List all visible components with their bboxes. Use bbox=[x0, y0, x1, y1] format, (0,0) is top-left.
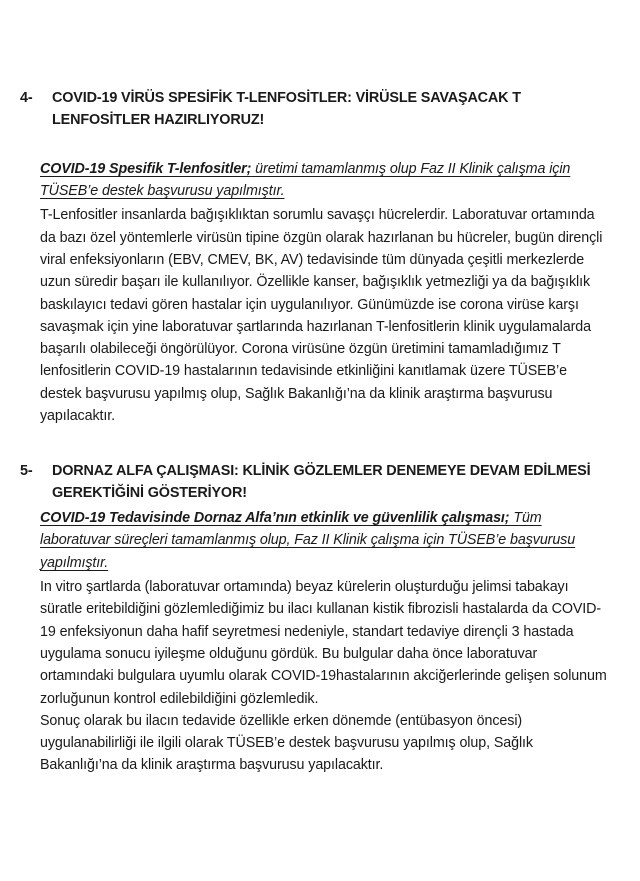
section-4-heading-text: COVID-19 VİRÜS SPESİFİK T-LENFOSİTLER: VİRÜSLE SAVAŞACAK T LENFOSİTLER HAZIRLIYORUZ! bbox=[52, 90, 521, 128]
section-5-number: 5- bbox=[20, 463, 33, 480]
section-5-lead-strong: COVID-19 Tedavisinde Dornaz Alfa’nın etkinlik ve güvenlilik çalışması; bbox=[40, 510, 510, 527]
section-4-heading bbox=[20, 88, 608, 132]
section-4-lead-strong: COVID-19 Spesifik T-lenfositler; bbox=[40, 160, 252, 177]
section-4 bbox=[20, 88, 608, 427]
section-5-body-2: Sonuç olarak bu ilacın tedavide özellikle erken dönemde (entübasyon öncesi) uygulanabilirliği ile ilgili olarak TÜSEB’e destek başvurusu yapılmış olup, Sağlık Bakanlığı’na da klinik araştırma başvurusu yapılacaktır. bbox=[40, 712, 533, 774]
section-5-lead-rest: Tüm laboratuvar süreçleri tamamlanmış olup, Faz II Klinik çalışma için TÜSEB’e başvurusu yapılmıştır. bbox=[40, 510, 576, 571]
section-4-body: T-Lenfositler insanlarda bağışıklıktan sorumlu savaşçı hücrelerdir. Laboratuvar ortamında da bazı özel yöntemlerle virüsün tipine özgün olarak hazırlanan bu hücreler, bugün dirençli viral enfeksiyonların (EBV, CMEV, BK, AV) tedavisinde tüm dünyada çeşitli merkezlerde uzun süredir başarı ile kullanılıyor. Özellikle kanser, bağışıklık yetmezliği ya da bağışıklık baskılayıcı tedavi gören hastalar için uygulanılıyor. Günümüzde ise corona virüse karşı savaşmak için yine laboratuvar şartlarında hazırlanan T-lenfositlerin klinik uygulamalarda başarılı olabileceği öngörülüyor. Corona virüsüne özgün üretimini tamamladığımız T lenfositlerin COVID-19 hastalarının tedavisinde etkinliğini kanıtlamak üzere TÜSEB’e destek başvurusu yapılmış olup, Sağlık Bakanlığı’na da klinik araştırma başvurusu yapılacaktır. bbox=[40, 207, 603, 425]
section-4-lead-rest: üretimi tamamlanmış olup Faz II Klinik çalışma için TÜSEB’e destek başvurusu yapılmıştır. bbox=[40, 160, 571, 200]
section-5-heading-text: DORNAZ ALFA ÇALIŞMASI: KLİNİK GÖZLEMLER DENEMEYE DEVAM EDİLMESİ GEREKTİĞİNİ GÖSTERİYOR! bbox=[52, 463, 591, 502]
section-4-lead bbox=[20, 158, 608, 203]
section-5-body: In vitro şartlarda (laboratuvar ortamında) beyaz kürelerin oluşturduğu jelimsi tabakayı süratle eritebildiğini gözlemlediğimiz bu ilacı kullanan kistik fibrozisli hastalarda da COVID-19 enfeksiyonun daha hafif seyretmesi nedeniyle, standart tedaviye dirençli 3 hastada uygulama sonucu iyileşme olduğunu gördük. Bu bulgular daha önce laboratuvar ortamındaki bulgulara uyumlu olarak COVID-19hastalarının akciğerlerinde gelişen solunum zorluğunun kontrol edilebildiğini gözlemledik. bbox=[40, 579, 607, 707]
section-4-number: 4- bbox=[20, 90, 33, 106]
section-5-lead bbox=[20, 507, 608, 574]
spacer bbox=[20, 132, 608, 158]
section-5 bbox=[20, 461, 608, 776]
section-5-heading bbox=[20, 461, 608, 505]
spacer bbox=[20, 427, 608, 461]
